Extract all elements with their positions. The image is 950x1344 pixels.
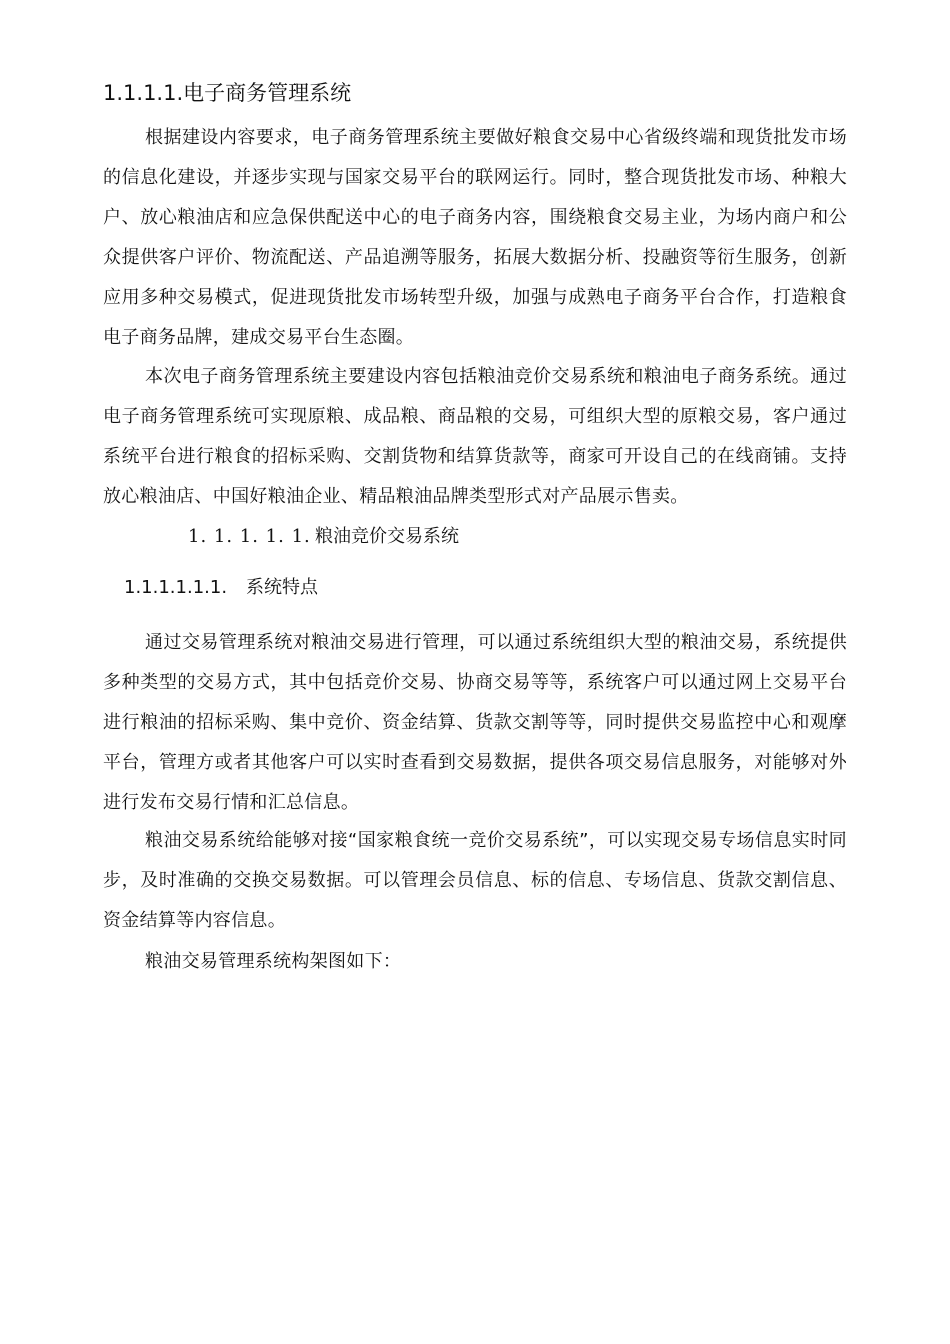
section-heading-title: 电子商务管理系统	[183, 81, 352, 105]
subsubsection-paragraph-3: 粮油交易管理系统构架图如下：	[145, 951, 402, 972]
section-paragraph-2: 本次电子商务管理系统主要建设内容包括粮油竞价交易系统和粮油电子商务系统。通过电子商务管理系统可实现原粮、成品粮、商品粮的交易，可组织大型的原粮交易，客户通过系统平台进行粮食的招标采购、交割货物和结算货款等，商家可开设自己的在线商铺。支持放心粮油店、中国好粮油企业、精品粮油品牌类型形式对产品展示售卖。	[103, 366, 847, 507]
subsubsection-heading	[124, 573, 318, 603]
subsection-heading	[188, 522, 459, 552]
subsubsection-paragraph-1: 通过交易管理系统对粮油交易进行管理，可以通过系统组织大型的粮油交易，系统提供多种类型的交易方式，其中包括竞价交易、协商交易等等，系统客户可以通过网上交易平台进行粮油的招标采购、集中竞价、资金结算、货款交割等等，同时提供交易监控中心和观摩平台，管理方或者其他客户可以实时查看到交易数据，提供各项交易信息服务，对能够对外进行发布交易行情和汇总信息。	[103, 632, 847, 813]
section-heading	[103, 78, 351, 108]
section-heading-number: 1.1.1.1.	[103, 81, 184, 105]
subsubsection-heading-title: 系统特点	[246, 577, 318, 598]
subsection-heading-number: 1. 1. 1. 1. 1.	[188, 526, 311, 547]
subsubsection-paragraph-2: 粮油交易系统给能够对接“国家粮食统一竞价交易系统”，可以实现交易专场信息实时同步，及时准确的交换交易数据。可以管理会员信息、标的信息、专场信息、货款交割信息、资金结算等内容信息。	[103, 830, 847, 931]
subsubsection-heading-number: 1.1.1.1.1.1.	[124, 577, 228, 598]
section-paragraph-1: 根据建设内容要求，电子商务管理系统主要做好粮食交易中心省级终端和现货批发市场的信息化建设，并逐步实现与国家交易平台的联网运行。同时，整合现货批发市场、种粮大户、放心粮油店和应急保供配送中心的电子商务内容，围绕粮食交易主业，为场内商户和公众提供客户评价、物流配送、产品追溯等服务，拓展大数据分析、投融资等衍生服务，创新应用多种交易模式，促进现货批发市场转型升级，加强与成熟电子商务平台合作，打造粮食电子商务品牌，建成交易平台生态圈。	[103, 127, 847, 348]
subsection-heading-title: 粮油竞价交易系统	[315, 526, 459, 547]
